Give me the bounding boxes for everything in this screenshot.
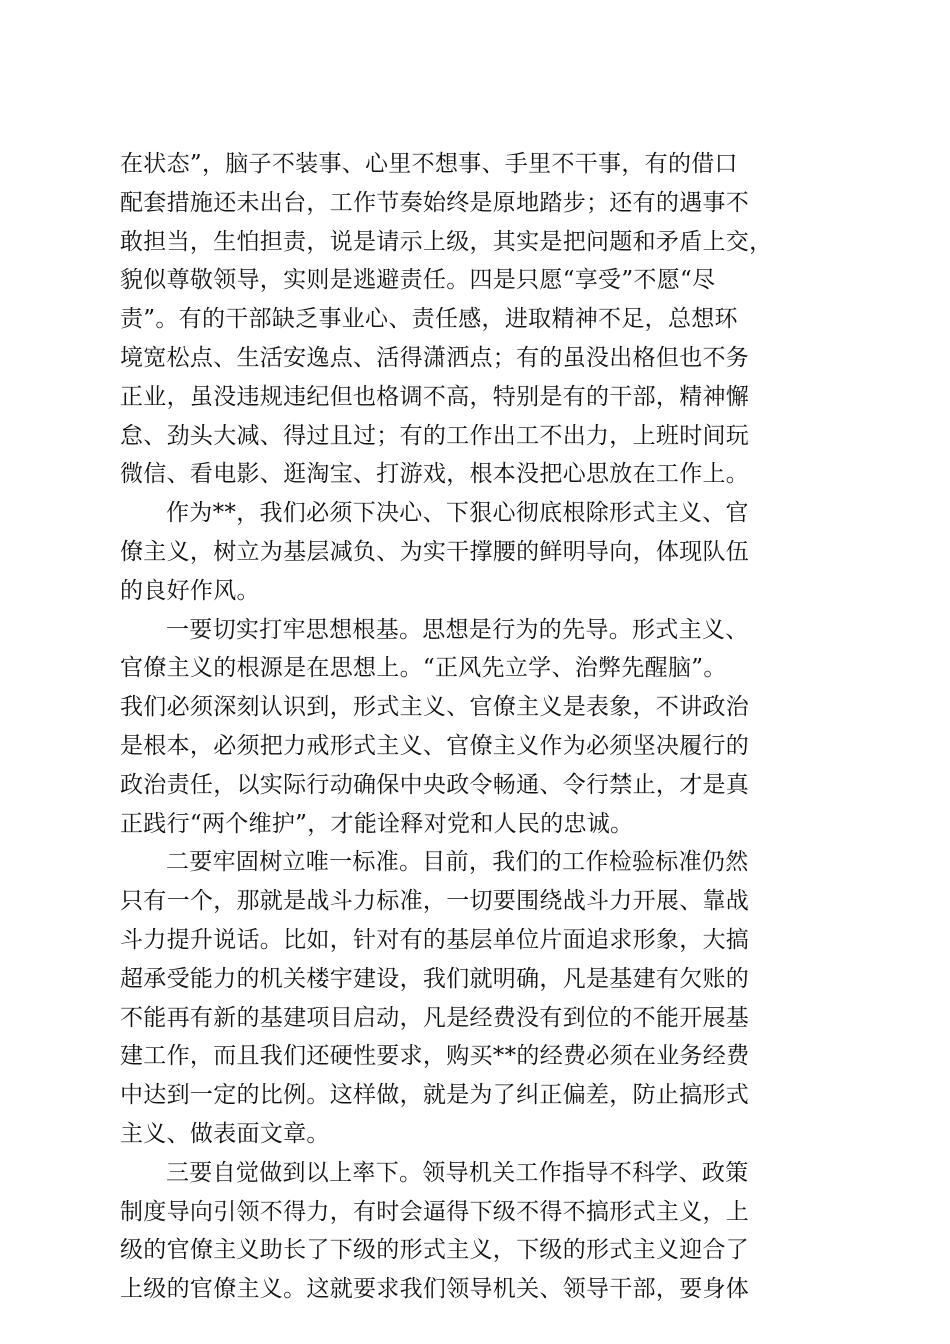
text-line: 不能再有新的基建项目启动，凡是经费没有到位的不能开展基 <box>120 1004 750 1031</box>
text-line: 貌似尊敬领导，实则是逃避责任。四是只愿“享受”不愿“尽 <box>120 267 716 294</box>
text-line: 正践行“两个维护”，才能诠释对党和人民的忠诚。 <box>120 810 634 837</box>
text-line: 超承受能力的机关楼宇建设，我们就明确，凡是基建有欠账的 <box>120 965 750 992</box>
text-line: 主义、做表面文章。 <box>120 1120 330 1147</box>
text-line: 级的官僚主义助长了下级的形式主义，下级的形式主义迎合了 <box>120 1237 750 1264</box>
paragraph-start-line: 作为**，我们必须下决心、下狠心彻底根除形式主义、官 <box>166 500 749 527</box>
text-line: 境宽松点、生活安逸点、活得潇洒点；有的虽没出格但也不务 <box>120 344 750 371</box>
text-line: 责”。有的干部缺乏事业心、责任感，进取精神不足，总想环 <box>120 306 738 333</box>
text-line: 斗力提升说话。比如，针对有的基层单位片面追求形象，大搞 <box>120 926 750 953</box>
text-line: 在状态”，脑子不装事、心里不想事、手里不干事，有的借口 <box>120 151 738 177</box>
text-line: 制度导向引领不得力，有时会逼得下级不得不搞形式主义，上 <box>120 1198 750 1225</box>
text-line: 官僚主义的根源是在思想上。“正风先立学、治弊先醒脑”。 <box>120 655 727 682</box>
text-line: 建工作，而且我们还硬性要求，购买**的经费必须在业务经费 <box>120 1043 750 1070</box>
text-line: 只有一个，那就是战斗力标准，一切要围绕战斗力开展、靠战 <box>120 888 750 915</box>
text-line: 怠、劲头大减、得过且过；有的工作出工不出力，上班时间玩 <box>120 422 750 449</box>
text-line: 敢担当，生怕担责，说是请示上级，其实是把问题和矛盾上交， <box>120 228 773 255</box>
text-line: 是根本，必须把力戒形式主义、官僚主义作为必须坚决履行的 <box>120 732 750 759</box>
text-line: 政治责任，以实际行动确保中央政令畅通、令行禁止，才是真 <box>120 771 750 798</box>
paragraph-start-line: 一要切实打牢思想根基。思想是行为的先导。形式主义、 <box>166 616 749 643</box>
paragraph-start-line: 二要牢固树立唯一标准。目前，我们的工作检验标准仍然 <box>166 849 749 876</box>
text-line: 正业，虽没违规违纪但也格调不高，特别是有的干部，精神懈 <box>120 383 750 410</box>
text-line: 僚主义，树立为基层减负、为实干撑腰的鲜明导向，体现队伍 <box>120 538 750 565</box>
text-line: 微信、看电影、逛淘宝、打游戏，根本没把心思放在工作上。 <box>120 461 750 488</box>
text-line: 我们必须深刻认识到，形式主义、官僚主义是表象，不讲政治 <box>120 694 750 721</box>
text-line: 配套措施还未出台，工作节奏始终是原地踏步；还有的遇事不 <box>120 189 750 216</box>
document-body <box>120 145 825 1309</box>
text-line: 的良好作风。 <box>120 577 260 604</box>
text-line: 上级的官僚主义。这就要求我们领导机关、领导干部，要身体 <box>120 1276 750 1303</box>
paragraph-start-line: 三要自觉做到以上率下。领导机关工作指导不科学、政策 <box>166 1159 749 1186</box>
text-line: 中达到一定的比例。这样做，就是为了纠正偏差，防止搞形式 <box>120 1082 750 1109</box>
